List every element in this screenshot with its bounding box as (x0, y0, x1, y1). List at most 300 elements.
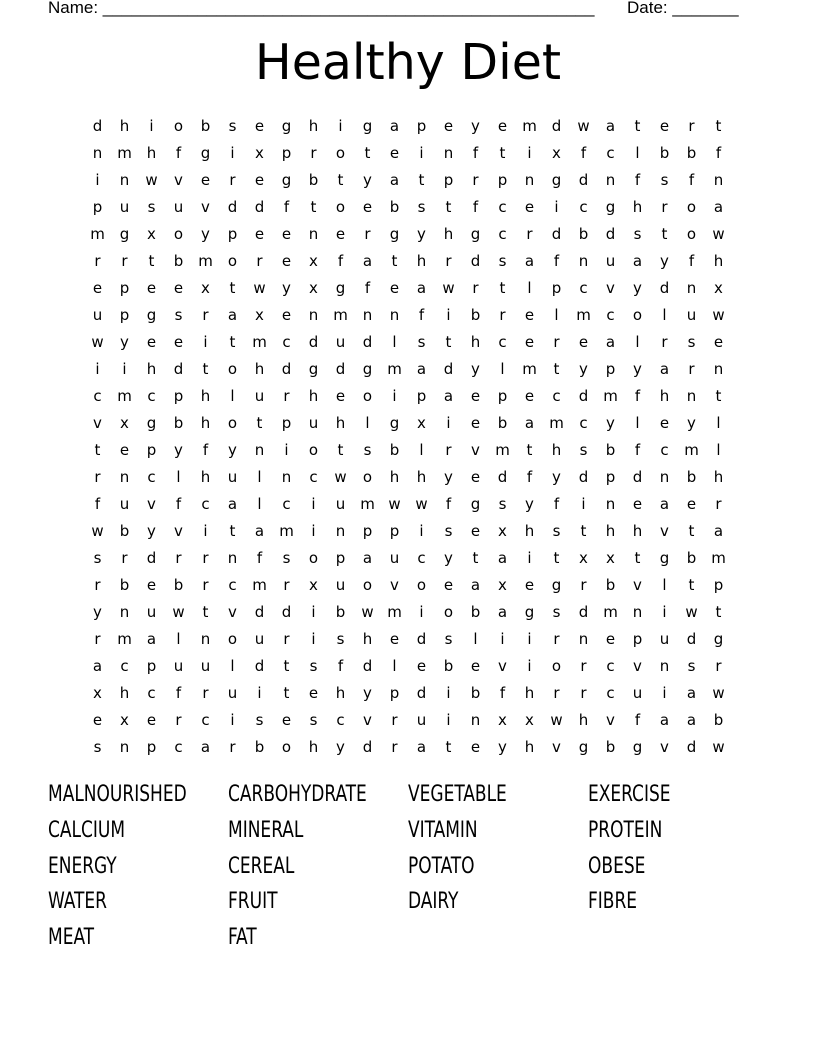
grid-letter: w (712, 306, 725, 324)
grid-letter: a (92, 657, 103, 675)
grid-letter: i (527, 549, 532, 567)
grid-letter: i (662, 603, 667, 621)
grid-letter: b (119, 576, 130, 594)
grid-letter: a (362, 549, 373, 567)
grid-letter: p (443, 171, 454, 189)
grid-letter: u (605, 252, 616, 270)
grid-letter: d (362, 738, 373, 756)
grid-letter: x (309, 252, 318, 270)
grid-letter: a (227, 495, 238, 513)
grid-letter: h (335, 414, 346, 432)
grid-letter: h (146, 144, 157, 162)
grid-letter: w (388, 495, 401, 513)
grid-letter: e (659, 414, 670, 432)
grid-letter: y (363, 171, 372, 189)
grid-letter: a (416, 360, 427, 378)
word-bank-item: MALNOURISHED (48, 782, 187, 807)
grid-letter: g (146, 306, 157, 324)
grid-letter: e (389, 279, 400, 297)
grid-letter: x (120, 711, 129, 729)
grid-letter: d (605, 225, 616, 243)
grid-letter: x (498, 576, 507, 594)
grid-letter: f (364, 279, 371, 297)
grid-letter: y (282, 279, 291, 297)
grid-letter: h (200, 414, 211, 432)
grid-letter: f (202, 441, 209, 459)
grid-letter: p (146, 441, 157, 459)
grid-letter: m (360, 495, 375, 513)
grid-letter: t (445, 738, 452, 756)
grid-letter: t (445, 198, 452, 216)
grid-letter: x (714, 279, 723, 297)
grid-letter: n (713, 360, 724, 378)
grid-letter: m (198, 252, 213, 270)
grid-letter: p (416, 387, 427, 405)
grid-letter: d (362, 333, 373, 351)
grid-row (84, 383, 732, 410)
grid-letter: u (254, 387, 265, 405)
grid-letter: w (577, 117, 590, 135)
grid-letter: l (230, 387, 235, 405)
grid-letter: l (554, 306, 559, 324)
grid-letter: l (365, 414, 370, 432)
grid-letter: a (416, 738, 427, 756)
grid-letter: i (581, 495, 586, 513)
grid-letter: c (282, 495, 291, 513)
grid-letter: v (606, 711, 615, 729)
grid-letter: f (580, 144, 587, 162)
grid-letter: p (605, 468, 616, 486)
grid-letter: o (443, 603, 454, 621)
grid-letter: c (606, 144, 615, 162)
grid-letter: r (94, 576, 101, 594)
grid-row (84, 464, 732, 491)
grid-letter: n (389, 306, 400, 324)
grid-letter: f (553, 495, 560, 513)
grid-letter: s (444, 522, 453, 540)
grid-letter: e (686, 495, 697, 513)
grid-letter: x (147, 225, 156, 243)
word-bank-item: WATER (48, 889, 107, 915)
grid-letter: h (389, 468, 400, 486)
grid-letter: a (416, 279, 427, 297)
grid-letter: e (443, 117, 454, 135)
grid-letter: f (337, 252, 344, 270)
grid-letter: e (335, 387, 346, 405)
grid-letter: l (473, 630, 478, 648)
grid-letter: d (497, 468, 508, 486)
grid-letter: g (362, 360, 373, 378)
grid-letter: i (311, 495, 316, 513)
grid-letter: g (281, 117, 292, 135)
grid-letter: n (578, 252, 589, 270)
grid-letter: m (495, 441, 510, 459)
grid-letter: a (146, 630, 157, 648)
grid-letter: f (499, 684, 506, 702)
grid-letter: y (228, 441, 237, 459)
grid-letter: e (254, 171, 265, 189)
grid-letter: h (308, 738, 319, 756)
grid-letter: a (713, 522, 724, 540)
word-bank-item: ENERGY (48, 853, 117, 879)
grid-letter: u (119, 198, 130, 216)
grid-letter: e (200, 171, 211, 189)
grid-letter: e (470, 468, 481, 486)
grid-letter: d (686, 630, 697, 648)
grid-letter: h (524, 522, 535, 540)
grid-letter: y (147, 522, 156, 540)
grid-letter: h (362, 630, 373, 648)
grid-letter: r (202, 684, 209, 702)
grid-letter: o (362, 387, 373, 405)
grid-letter: i (95, 171, 100, 189)
grid-letter: w (253, 279, 266, 297)
grid-letter: c (228, 576, 237, 594)
grid-letter: m (576, 306, 591, 324)
grid-letter: x (579, 549, 588, 567)
grid-letter: i (203, 333, 208, 351)
grid-letter: u (632, 684, 643, 702)
grid-letter: r (688, 117, 695, 135)
grid-letter: e (335, 225, 346, 243)
grid-letter: c (147, 387, 156, 405)
grid-letter: s (552, 603, 561, 621)
grid-letter: h (605, 522, 616, 540)
grid-row (84, 734, 732, 761)
grid-letter: y (93, 603, 102, 621)
grid-letter: f (634, 387, 641, 405)
grid-letter: h (443, 225, 454, 243)
grid-letter: m (279, 522, 294, 540)
grid-letter: e (470, 522, 481, 540)
grid-letter: e (443, 576, 454, 594)
name-field[interactable]: Name: ____________________________________________________ (48, 0, 595, 17)
grid-letter: d (254, 603, 265, 621)
grid-letter: l (662, 306, 667, 324)
grid-letter: l (635, 144, 640, 162)
grid-letter: h (200, 387, 211, 405)
grid-letter: y (444, 468, 453, 486)
grid-row (84, 518, 732, 545)
grid-row (84, 653, 732, 680)
grid-letter: e (254, 117, 265, 135)
grid-letter: d (578, 387, 589, 405)
grid-letter: r (256, 252, 263, 270)
grid-letter: p (281, 414, 292, 432)
grid-letter: l (176, 630, 181, 648)
grid-letter: s (363, 441, 372, 459)
grid-letter: t (661, 225, 668, 243)
grid-letter: a (686, 711, 697, 729)
grid-letter: b (308, 171, 319, 189)
date-field[interactable]: Date: _______ (627, 0, 739, 17)
grid-letter: e (524, 333, 535, 351)
grid-letter: d (416, 630, 427, 648)
grid-row (84, 113, 732, 140)
grid-letter: a (389, 117, 400, 135)
grid-letter: v (660, 738, 669, 756)
grid-letter: c (174, 738, 183, 756)
grid-letter: t (553, 549, 560, 567)
grid-letter: u (227, 684, 238, 702)
grid-letter: a (659, 495, 670, 513)
grid-letter: s (579, 441, 588, 459)
grid-letter: i (122, 360, 127, 378)
grid-letter: t (229, 333, 236, 351)
grid-letter: w (415, 495, 428, 513)
grid-letter: u (173, 198, 184, 216)
grid-letter: d (578, 603, 589, 621)
grid-letter: d (578, 468, 589, 486)
grid-letter: e (524, 306, 535, 324)
grid-letter: y (633, 279, 642, 297)
grid-letter: u (335, 576, 346, 594)
grid-letter: e (119, 441, 130, 459)
grid-row (84, 545, 732, 572)
grid-letter: s (93, 549, 102, 567)
grid-letter: p (146, 657, 157, 675)
grid-letter: i (338, 117, 343, 135)
grid-letter: c (498, 225, 507, 243)
grid-letter: t (229, 279, 236, 297)
grid-letter: n (686, 387, 697, 405)
grid-letter: g (551, 576, 562, 594)
grid-letter: d (551, 117, 562, 135)
grid-letter: u (335, 495, 346, 513)
grid-letter: n (119, 603, 130, 621)
grid-letter: h (146, 360, 157, 378)
grid-letter: d (578, 171, 589, 189)
grid-letter: s (498, 252, 507, 270)
grid-letter: o (227, 630, 238, 648)
grid-letter: f (688, 252, 695, 270)
grid-letter: d (146, 549, 157, 567)
word-bank-item: MINERAL (228, 817, 304, 843)
grid-letter: y (201, 225, 210, 243)
grid-letter: g (119, 225, 130, 243)
grid-letter: c (579, 198, 588, 216)
grid-letter: i (149, 117, 154, 135)
grid-letter: m (522, 117, 537, 135)
grid-letter: i (527, 657, 532, 675)
grid-letter: u (200, 657, 211, 675)
grid-letter: s (660, 171, 669, 189)
grid-row (84, 410, 732, 437)
grid-letter: s (633, 225, 642, 243)
grid-letter: e (470, 414, 481, 432)
grid-letter: s (228, 117, 237, 135)
grid-letter: v (201, 198, 210, 216)
grid-letter: t (229, 522, 236, 540)
grid-letter: f (256, 549, 263, 567)
grid-letter: a (605, 333, 616, 351)
grid-letter: e (524, 387, 535, 405)
grid-letter: r (283, 576, 290, 594)
grid-letter: p (632, 630, 643, 648)
grid-letter: a (605, 117, 616, 135)
grid-letter: t (634, 117, 641, 135)
grid-letter: b (173, 576, 184, 594)
grid-letter: s (282, 549, 291, 567)
grid-letter: p (119, 306, 130, 324)
grid-letter: n (335, 522, 346, 540)
word-bank-item: VITAMIN (408, 817, 478, 843)
grid-letter: x (201, 279, 210, 297)
grid-letter: y (471, 360, 480, 378)
grid-letter: m (117, 387, 132, 405)
grid-letter: f (94, 495, 101, 513)
grid-letter: o (308, 441, 319, 459)
grid-letter: e (254, 225, 265, 243)
grid-letter: a (524, 414, 535, 432)
grid-letter: m (117, 630, 132, 648)
grid-letter: e (173, 333, 184, 351)
grid-letter: m (117, 144, 132, 162)
grid-letter: d (335, 360, 346, 378)
grid-letter: w (685, 603, 698, 621)
grid-letter: x (255, 306, 264, 324)
grid-letter: n (632, 603, 643, 621)
grid-row (84, 680, 732, 707)
grid-letter: a (362, 252, 373, 270)
grid-letter: d (254, 657, 265, 675)
grid-letter: r (715, 495, 722, 513)
grid-letter: s (417, 198, 426, 216)
grid-letter: r (445, 441, 452, 459)
grid-letter: h (308, 387, 319, 405)
word-bank-item: PROTEIN (588, 817, 663, 843)
grid-letter: l (527, 279, 532, 297)
grid-letter: t (337, 441, 344, 459)
grid-letter: l (635, 333, 640, 351)
grid-letter: g (200, 144, 211, 162)
grid-letter: e (281, 225, 292, 243)
grid-letter: i (311, 630, 316, 648)
grid-letter: i (419, 144, 424, 162)
grid-letter: m (549, 414, 564, 432)
grid-letter: t (94, 441, 101, 459)
grid-letter: c (579, 279, 588, 297)
grid-letter: i (446, 711, 451, 729)
grid-letter: h (119, 684, 130, 702)
grid-letter: c (606, 306, 615, 324)
grid-letter: w (712, 225, 725, 243)
grid-letter: i (527, 144, 532, 162)
grid-letter: s (93, 738, 102, 756)
grid-letter: l (392, 657, 397, 675)
grid-letter: n (470, 711, 481, 729)
grid-letter: x (120, 414, 129, 432)
grid-letter: l (500, 360, 505, 378)
grid-letter: l (257, 468, 262, 486)
grid-letter: g (470, 495, 481, 513)
grid-letter: o (551, 657, 562, 675)
grid-letter: t (526, 441, 533, 459)
grid-letter: b (605, 576, 616, 594)
grid-letter: w (550, 711, 563, 729)
grid-letter: c (498, 333, 507, 351)
grid-letter: e (146, 711, 157, 729)
grid-letter: s (174, 306, 183, 324)
grid-letter: u (146, 603, 157, 621)
grid-letter: i (284, 441, 289, 459)
grid-letter: s (147, 198, 156, 216)
grid-letter: h (632, 522, 643, 540)
grid-letter: y (552, 468, 561, 486)
grid-letter: c (336, 711, 345, 729)
grid-letter: p (119, 279, 130, 297)
grid-letter: i (419, 603, 424, 621)
grid-letter: b (119, 522, 130, 540)
grid-letter: a (389, 171, 400, 189)
grid-letter: d (416, 684, 427, 702)
grid-letter: c (147, 684, 156, 702)
grid-letter: c (498, 198, 507, 216)
grid-letter: m (522, 360, 537, 378)
grid-letter: n (119, 171, 130, 189)
grid-letter: p (335, 549, 346, 567)
grid-letter: h (632, 198, 643, 216)
grid-letter: u (308, 414, 319, 432)
grid-letter: c (201, 495, 210, 513)
grid-row (84, 194, 732, 221)
grid-letter: s (444, 630, 453, 648)
grid-letter: o (227, 252, 238, 270)
grid-letter: d (632, 468, 643, 486)
grid-letter: y (120, 333, 129, 351)
grid-letter: o (281, 738, 292, 756)
grid-letter: o (416, 576, 427, 594)
grid-letter: r (229, 738, 236, 756)
grid-letter: o (686, 225, 697, 243)
grid-letter: o (173, 117, 184, 135)
grid-letter: m (603, 387, 618, 405)
grid-letter: s (336, 630, 345, 648)
grid-letter: g (146, 414, 157, 432)
grid-letter: b (443, 657, 454, 675)
grid-letter: t (391, 252, 398, 270)
grid-letter: h (524, 738, 535, 756)
grid-letter: m (387, 603, 402, 621)
word-bank (48, 777, 768, 956)
grid-letter: n (524, 171, 535, 189)
grid-letter: x (255, 144, 264, 162)
grid-letter: t (715, 603, 722, 621)
grid-letter: v (174, 171, 183, 189)
grid-letter: f (337, 657, 344, 675)
grid-letter: a (713, 198, 724, 216)
grid-letter: r (391, 738, 398, 756)
grid-letter: n (254, 441, 265, 459)
grid-letter: a (659, 360, 670, 378)
grid-letter: h (524, 684, 535, 702)
grid-letter: d (227, 198, 238, 216)
grid-letter: y (687, 414, 696, 432)
grid-letter: o (308, 549, 319, 567)
grid-letter: l (392, 333, 397, 351)
grid-letter: t (715, 117, 722, 135)
grid-letter: d (443, 360, 454, 378)
grid-letter: p (605, 360, 616, 378)
grid-letter: i (257, 684, 262, 702)
grid-letter: b (389, 198, 400, 216)
grid-letter: m (711, 549, 726, 567)
grid-letter: s (687, 657, 696, 675)
grid-letter: i (311, 522, 316, 540)
grid-letter: y (444, 549, 453, 567)
grid-letter: m (603, 603, 618, 621)
grid-letter: g (335, 279, 346, 297)
